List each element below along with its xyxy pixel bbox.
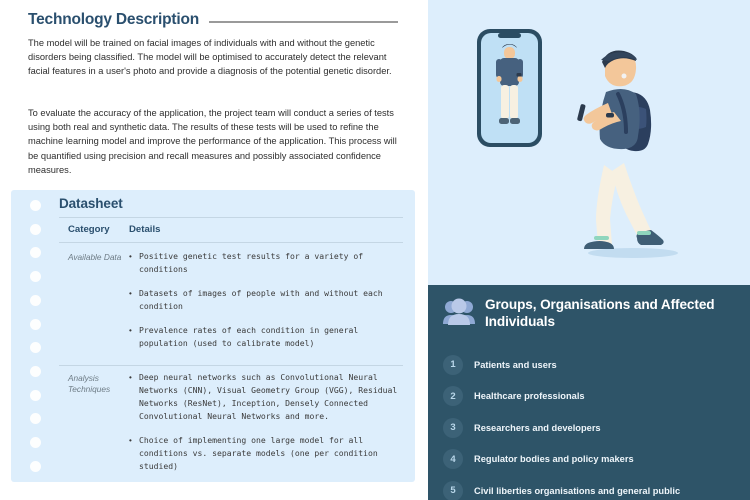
list-item	[443, 416, 748, 439]
punch-hole	[30, 247, 41, 258]
illustration-panel	[428, 0, 750, 285]
smartphone-with-person-on-screen	[477, 29, 542, 147]
people-group-icon	[442, 298, 476, 328]
groups-list	[443, 353, 748, 500]
punch-hole	[30, 319, 41, 330]
datasheet-card	[11, 190, 415, 482]
item-label: Healthcare professionals	[474, 391, 585, 401]
man-walking-with-backpack-holding-phone	[577, 50, 678, 258]
punch-hole	[30, 437, 41, 448]
item-number: 2	[443, 386, 463, 406]
item-label: Regulator bodies and policy makers	[474, 454, 634, 464]
column-header-category: Category	[68, 224, 110, 235]
punch-hole	[30, 413, 41, 424]
row-details	[129, 250, 407, 350]
item-label: Civil liberties organisations and general public	[474, 485, 681, 496]
list-item	[443, 479, 748, 500]
row-category-label: Available Data	[68, 252, 122, 262]
groups-header	[442, 296, 742, 330]
punch-hole	[30, 342, 41, 353]
datasheet-divider-top	[59, 217, 403, 218]
right-column	[428, 0, 750, 500]
list-item: • Positive genetic test results for a variety of conditions	[129, 250, 407, 276]
list-item	[443, 353, 748, 376]
person-walking-with-phone-illustration	[428, 0, 750, 285]
list-item: • Choice of implementing one large model for all conditions vs. separate models (one per condition studied)	[129, 434, 407, 473]
datasheet-content	[53, 190, 415, 482]
list-item: • Datasets of images of people with and without each condition	[129, 287, 407, 313]
item-number: 4	[443, 449, 463, 469]
datasheet-divider-header	[59, 242, 403, 243]
item-number: 1	[443, 355, 463, 375]
row-details	[129, 371, 407, 473]
list-item	[443, 385, 748, 408]
punch-hole	[30, 461, 41, 472]
groups-title: Groups, Organisations and Affected Individuals	[485, 297, 715, 329]
item-label: Researchers and developers	[474, 422, 601, 433]
heading-divider	[209, 21, 398, 23]
punch-hole	[30, 200, 41, 211]
punch-hole	[30, 390, 41, 401]
list-item: • Prevalence rates of each condition in general population (used to calibrate model)	[129, 324, 407, 350]
item-label: Patients and users	[474, 359, 557, 370]
punch-hole-strip	[27, 200, 43, 472]
punch-hole	[30, 224, 41, 235]
punch-hole	[30, 295, 41, 306]
page-title: Technology Description	[28, 11, 199, 28]
column-header-details: Details	[129, 224, 161, 235]
technology-description-header	[28, 9, 398, 31]
description-paragraph-1: The model will be trained on facial images of individuals with and without the genetic disorders being classified. The model will be optimised to accurately detect the relevant facial features in a user's photo and provide a diagnosis of the potential genetic disorder.	[28, 38, 392, 77]
row-category-label: Analysis Techniques	[68, 373, 111, 394]
item-number: 5	[443, 481, 463, 500]
groups-panel	[428, 285, 750, 500]
item-number: 3	[443, 418, 463, 438]
description-paragraph-2: To evaluate the accuracy of the application, the project team will conduct a series of tests using both real and synthetic data. The results of these tests will be used to refine the machine learning model and improve the performance of the application. This process will be quantified using precision and recall measures and possibly associated confidence measures.	[28, 108, 397, 175]
list-item	[443, 448, 748, 471]
list-item: • Deep neural networks such as Convolutional Neural Networks (CNN), Visual Geometry Group (VGG), Residual Networks (ResNet), Inception, Densely Connected Convolutional Neural Networks and more.	[129, 371, 407, 423]
punch-hole	[30, 271, 41, 282]
datasheet-title: Datasheet	[59, 196, 123, 211]
punch-hole	[30, 366, 41, 377]
datasheet-divider-row	[59, 365, 403, 366]
